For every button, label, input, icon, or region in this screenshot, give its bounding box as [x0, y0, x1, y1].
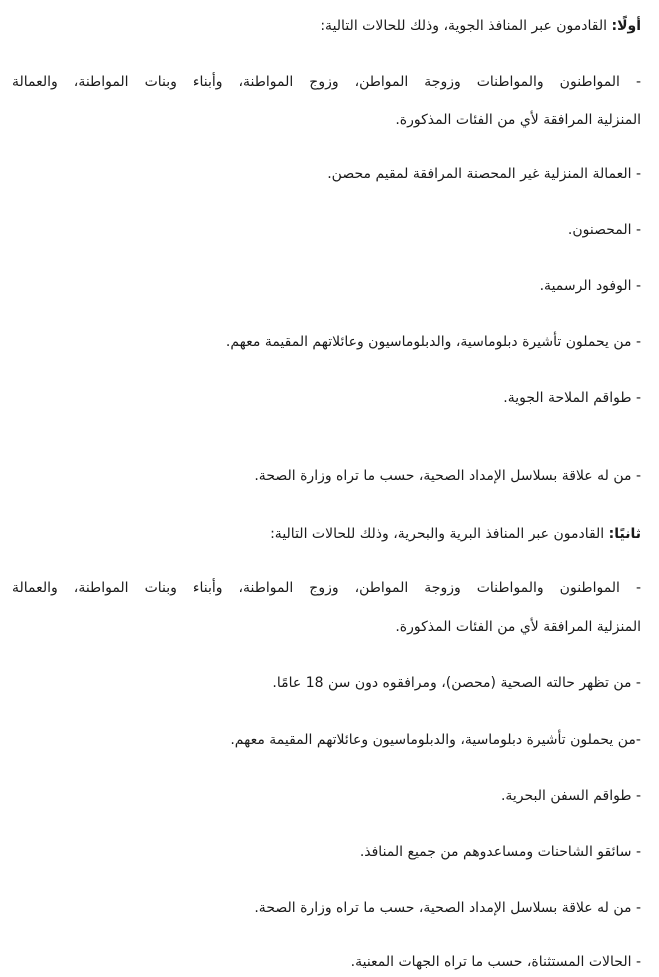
- section-2-heading: [12, 524, 641, 544]
- section-1-item-7: - من له علاقة بسلاسل الإمداد الصحية، حسب ما تراه وزارة الصحة.: [254, 468, 641, 484]
- section-2-item-7: - الحالات المستثناة، حسب ما تراه الجهات المعنية.: [350, 954, 641, 970]
- section-2-title: القادمون عبر المنافذ البرية والبحرية، وذلك للحالات التالية:: [270, 526, 609, 542]
- section-2-item-1-line-1: - المواطنون والمواطنات وزوجة المواطن، وزوج المواطنة، وأبناء وبنات المواطنة، والعمالة: [12, 580, 641, 596]
- section-1-item-6: - طواقم الملاحة الجوية.: [503, 390, 641, 406]
- section-2-item-5: - سائقو الشاحنات ومساعدوهم من جميع المنافذ.: [359, 844, 641, 860]
- section-1-item-2: - العمالة المنزلية غير المحصنة المرافقة لمقيم محصن.: [327, 166, 641, 182]
- section-2-item-1-line-2: المنزلية المرافقة لأي من الفئات المذكورة.: [395, 619, 641, 635]
- section-2-item-6: - من له علاقة بسلاسل الإمداد الصحية، حسب ما تراه وزارة الصحة.: [254, 900, 641, 916]
- section-2-item-3: -من يحملون تأشيرة دبلوماسية، والدبلوماسيون وعائلاتهم المقيمة معهم.: [230, 732, 641, 748]
- section-2-lead: ثانيًا:: [608, 526, 641, 542]
- section-2-item-4: - طواقم السفن البحرية.: [500, 788, 641, 804]
- section-1-item-4: - الوفود الرسمية.: [539, 278, 641, 294]
- section-1-title: القادمون عبر المنافذ الجوية، وذلك للحالات التالية:: [320, 18, 612, 34]
- section-1-item-3: - المحصنون.: [567, 222, 641, 238]
- section-1-lead: أولًا:: [611, 18, 641, 34]
- section-1-item-5: - من يحملون تأشيرة دبلوماسية، والدبلوماسيون وعائلاتهم المقيمة معهم.: [225, 334, 641, 350]
- section-2-item-2: - من تظهر حالته الصحية (محصن)، ومرافقوه دون سن 18 عامًا.: [272, 675, 641, 691]
- section-1-item-1-line-2: المنزلية المرافقة لأي من الفئات المذكورة.: [395, 112, 641, 128]
- section-1-item-1-line-1: - المواطنون والمواطنات وزوجة المواطن، وزوج المواطنة، وأبناء وبنات المواطنة، والعمالة: [12, 74, 641, 90]
- section-1-heading: [12, 16, 641, 36]
